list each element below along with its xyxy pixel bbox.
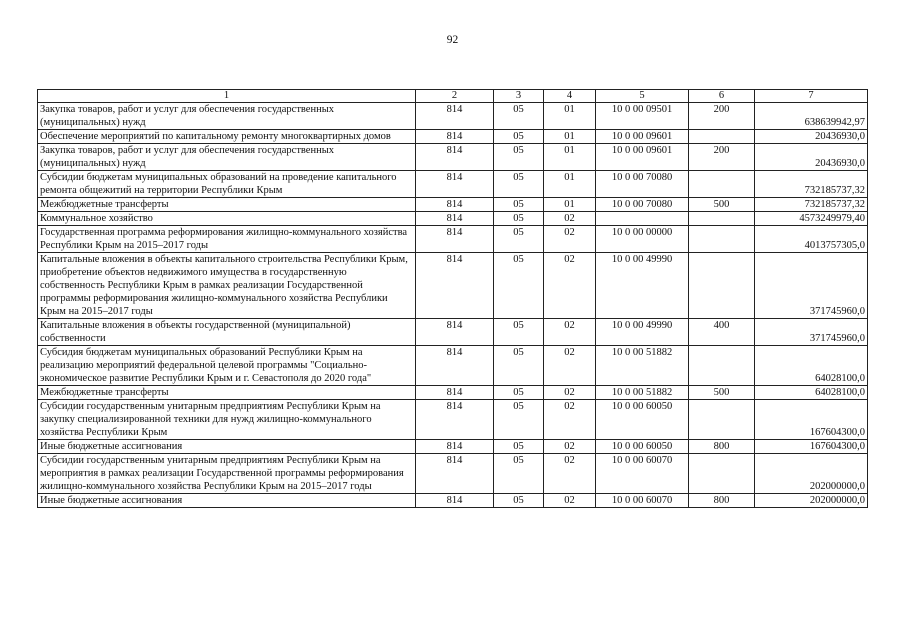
ministry-code: 814 — [416, 212, 494, 226]
target-article-code: 10 0 00 60070 — [596, 454, 689, 494]
table-row — [38, 144, 868, 171]
table-row — [38, 130, 868, 144]
section-code: 05 — [494, 144, 544, 171]
section-code: 05 — [494, 454, 544, 494]
ministry-code: 814 — [416, 144, 494, 171]
subsection-code: 02 — [544, 454, 596, 494]
table-row — [38, 440, 868, 454]
expense-type-code — [689, 130, 755, 144]
amount: 167604300,0 — [755, 440, 868, 454]
table-row — [38, 454, 868, 494]
section-code: 05 — [494, 171, 544, 198]
amount: 20436930,0 — [755, 130, 868, 144]
table-row — [38, 212, 868, 226]
column-header: 3 — [494, 90, 544, 103]
subsection-code: 01 — [544, 144, 596, 171]
table-row — [38, 494, 868, 508]
subsection-code: 02 — [544, 400, 596, 440]
row-name: Субсидии государственным унитарным предприятиям Республики Крым на мероприятия в рамках реализации Государственной программы реформирования жилищно-коммунального хозяйства Республики Крым на 2015–2017 годы — [38, 454, 416, 494]
amount: 732185737,32 — [755, 171, 868, 198]
target-article-code — [596, 212, 689, 226]
ministry-code: 814 — [416, 440, 494, 454]
section-code: 05 — [494, 319, 544, 346]
section-code: 05 — [494, 103, 544, 130]
column-header: 6 — [689, 90, 755, 103]
row-name: Субсидия бюджетам муниципальных образований Республики Крым на реализацию мероприятий федеральной целевой программы "Социально-экономическое развитие Республики Крым и г. Севастополя до 2020 года" — [38, 346, 416, 386]
section-code: 05 — [494, 253, 544, 319]
expense-type-code: 800 — [689, 494, 755, 508]
amount: 202000000,0 — [755, 454, 868, 494]
subsection-code: 01 — [544, 130, 596, 144]
row-name: Закупка товаров, работ и услуг для обеспечения государственных (муниципальных) нужд — [38, 103, 416, 130]
target-article-code: 10 0 00 49990 — [596, 253, 689, 319]
target-article-code: 10 0 00 70080 — [596, 198, 689, 212]
target-article-code: 10 0 00 60050 — [596, 400, 689, 440]
table-row — [38, 253, 868, 319]
ministry-code: 814 — [416, 319, 494, 346]
ministry-code: 814 — [416, 454, 494, 494]
amount: 371745960,0 — [755, 253, 868, 319]
subsection-code: 02 — [544, 319, 596, 346]
section-code: 05 — [494, 346, 544, 386]
amount: 732185737,32 — [755, 198, 868, 212]
expense-type-code: 200 — [689, 144, 755, 171]
ministry-code: 814 — [416, 253, 494, 319]
header-row — [38, 90, 868, 103]
expense-type-code: 500 — [689, 386, 755, 400]
section-code: 05 — [494, 226, 544, 253]
amount: 638639942,97 — [755, 103, 868, 130]
budget-table — [37, 89, 868, 508]
amount: 4573249979,40 — [755, 212, 868, 226]
row-name: Субсидии государственным унитарным предприятиям Республики Крым на закупку специализированной техники для нужд жилищно-коммунального хозяйства Республики Крым — [38, 400, 416, 440]
section-code: 05 — [494, 198, 544, 212]
target-article-code: 10 0 00 49990 — [596, 319, 689, 346]
amount: 20436930,0 — [755, 144, 868, 171]
expense-type-code — [689, 346, 755, 386]
amount: 64028100,0 — [755, 386, 868, 400]
table-row — [38, 198, 868, 212]
table-row — [38, 400, 868, 440]
table-row — [38, 103, 868, 130]
target-article-code: 10 0 00 51882 — [596, 346, 689, 386]
ministry-code: 814 — [416, 103, 494, 130]
target-article-code: 10 0 00 51882 — [596, 386, 689, 400]
column-header: 4 — [544, 90, 596, 103]
target-article-code: 10 0 00 09601 — [596, 130, 689, 144]
subsection-code: 02 — [544, 346, 596, 386]
column-header: 1 — [38, 90, 416, 103]
expense-type-code — [689, 226, 755, 253]
target-article-code: 10 0 00 09501 — [596, 103, 689, 130]
subsection-code: 02 — [544, 226, 596, 253]
target-article-code: 10 0 00 00000 — [596, 226, 689, 253]
expense-type-code — [689, 212, 755, 226]
expense-type-code — [689, 454, 755, 494]
expense-type-code: 200 — [689, 103, 755, 130]
section-code: 05 — [494, 440, 544, 454]
ministry-code: 814 — [416, 226, 494, 253]
target-article-code: 10 0 00 60070 — [596, 494, 689, 508]
expense-type-code — [689, 171, 755, 198]
row-name: Межбюджетные трансферты — [38, 198, 416, 212]
subsection-code: 01 — [544, 103, 596, 130]
amount: 371745960,0 — [755, 319, 868, 346]
target-article-code: 10 0 00 70080 — [596, 171, 689, 198]
expense-type-code — [689, 253, 755, 319]
subsection-code: 02 — [544, 212, 596, 226]
ministry-code: 814 — [416, 494, 494, 508]
subsection-code: 02 — [544, 440, 596, 454]
section-code: 05 — [494, 130, 544, 144]
amount: 202000000,0 — [755, 494, 868, 508]
target-article-code: 10 0 00 60050 — [596, 440, 689, 454]
subsection-code: 02 — [544, 386, 596, 400]
row-name: Закупка товаров, работ и услуг для обеспечения государственных (муниципальных) нужд — [38, 144, 416, 171]
expense-type-code — [689, 400, 755, 440]
subsection-code: 02 — [544, 494, 596, 508]
amount: 4013757305,0 — [755, 226, 868, 253]
expense-type-code: 800 — [689, 440, 755, 454]
section-code: 05 — [494, 212, 544, 226]
amount: 64028100,0 — [755, 346, 868, 386]
ministry-code: 814 — [416, 130, 494, 144]
table-row — [38, 346, 868, 386]
row-name: Коммунальное хозяйство — [38, 212, 416, 226]
section-code: 05 — [494, 386, 544, 400]
amount: 167604300,0 — [755, 400, 868, 440]
section-code: 05 — [494, 400, 544, 440]
subsection-code: 02 — [544, 253, 596, 319]
column-header: 7 — [755, 90, 868, 103]
expense-type-code: 400 — [689, 319, 755, 346]
section-code: 05 — [494, 494, 544, 508]
row-name: Капитальные вложения в объекты государственной (муниципальной) собственности — [38, 319, 416, 346]
ministry-code: 814 — [416, 400, 494, 440]
table-row — [38, 386, 868, 400]
ministry-code: 814 — [416, 346, 494, 386]
row-name: Капитальные вложения в объекты капитального строительства Республики Крым, приобретение объектов недвижимого имущества в государственную собственность Республики Крым в рамках реализации Государственной программы реформирования жилищно-коммунального хозяйства Республики Крым на 2015–2017 годы — [38, 253, 416, 319]
ministry-code: 814 — [416, 198, 494, 212]
column-header: 5 — [596, 90, 689, 103]
row-name: Субсидии бюджетам муниципальных образований на проведение капитального ремонта общежитий на территории Республики Крым — [38, 171, 416, 198]
page-number: 92 — [446, 34, 459, 46]
table-row — [38, 226, 868, 253]
subsection-code: 01 — [544, 171, 596, 198]
ministry-code: 814 — [416, 386, 494, 400]
target-article-code: 10 0 00 09601 — [596, 144, 689, 171]
row-name: Межбюджетные трансферты — [38, 386, 416, 400]
table-row — [38, 171, 868, 198]
row-name: Обеспечение мероприятий по капитальному ремонту многоквартирных домов — [38, 130, 416, 144]
column-header: 2 — [416, 90, 494, 103]
row-name: Иные бюджетные ассигнования — [38, 494, 416, 508]
table-row — [38, 319, 868, 346]
row-name: Государственная программа реформирования жилищно-коммунального хозяйства Республики Крым на 2015–2017 годы — [38, 226, 416, 253]
expense-type-code: 500 — [689, 198, 755, 212]
row-name: Иные бюджетные ассигнования — [38, 440, 416, 454]
ministry-code: 814 — [416, 171, 494, 198]
subsection-code: 01 — [544, 198, 596, 212]
